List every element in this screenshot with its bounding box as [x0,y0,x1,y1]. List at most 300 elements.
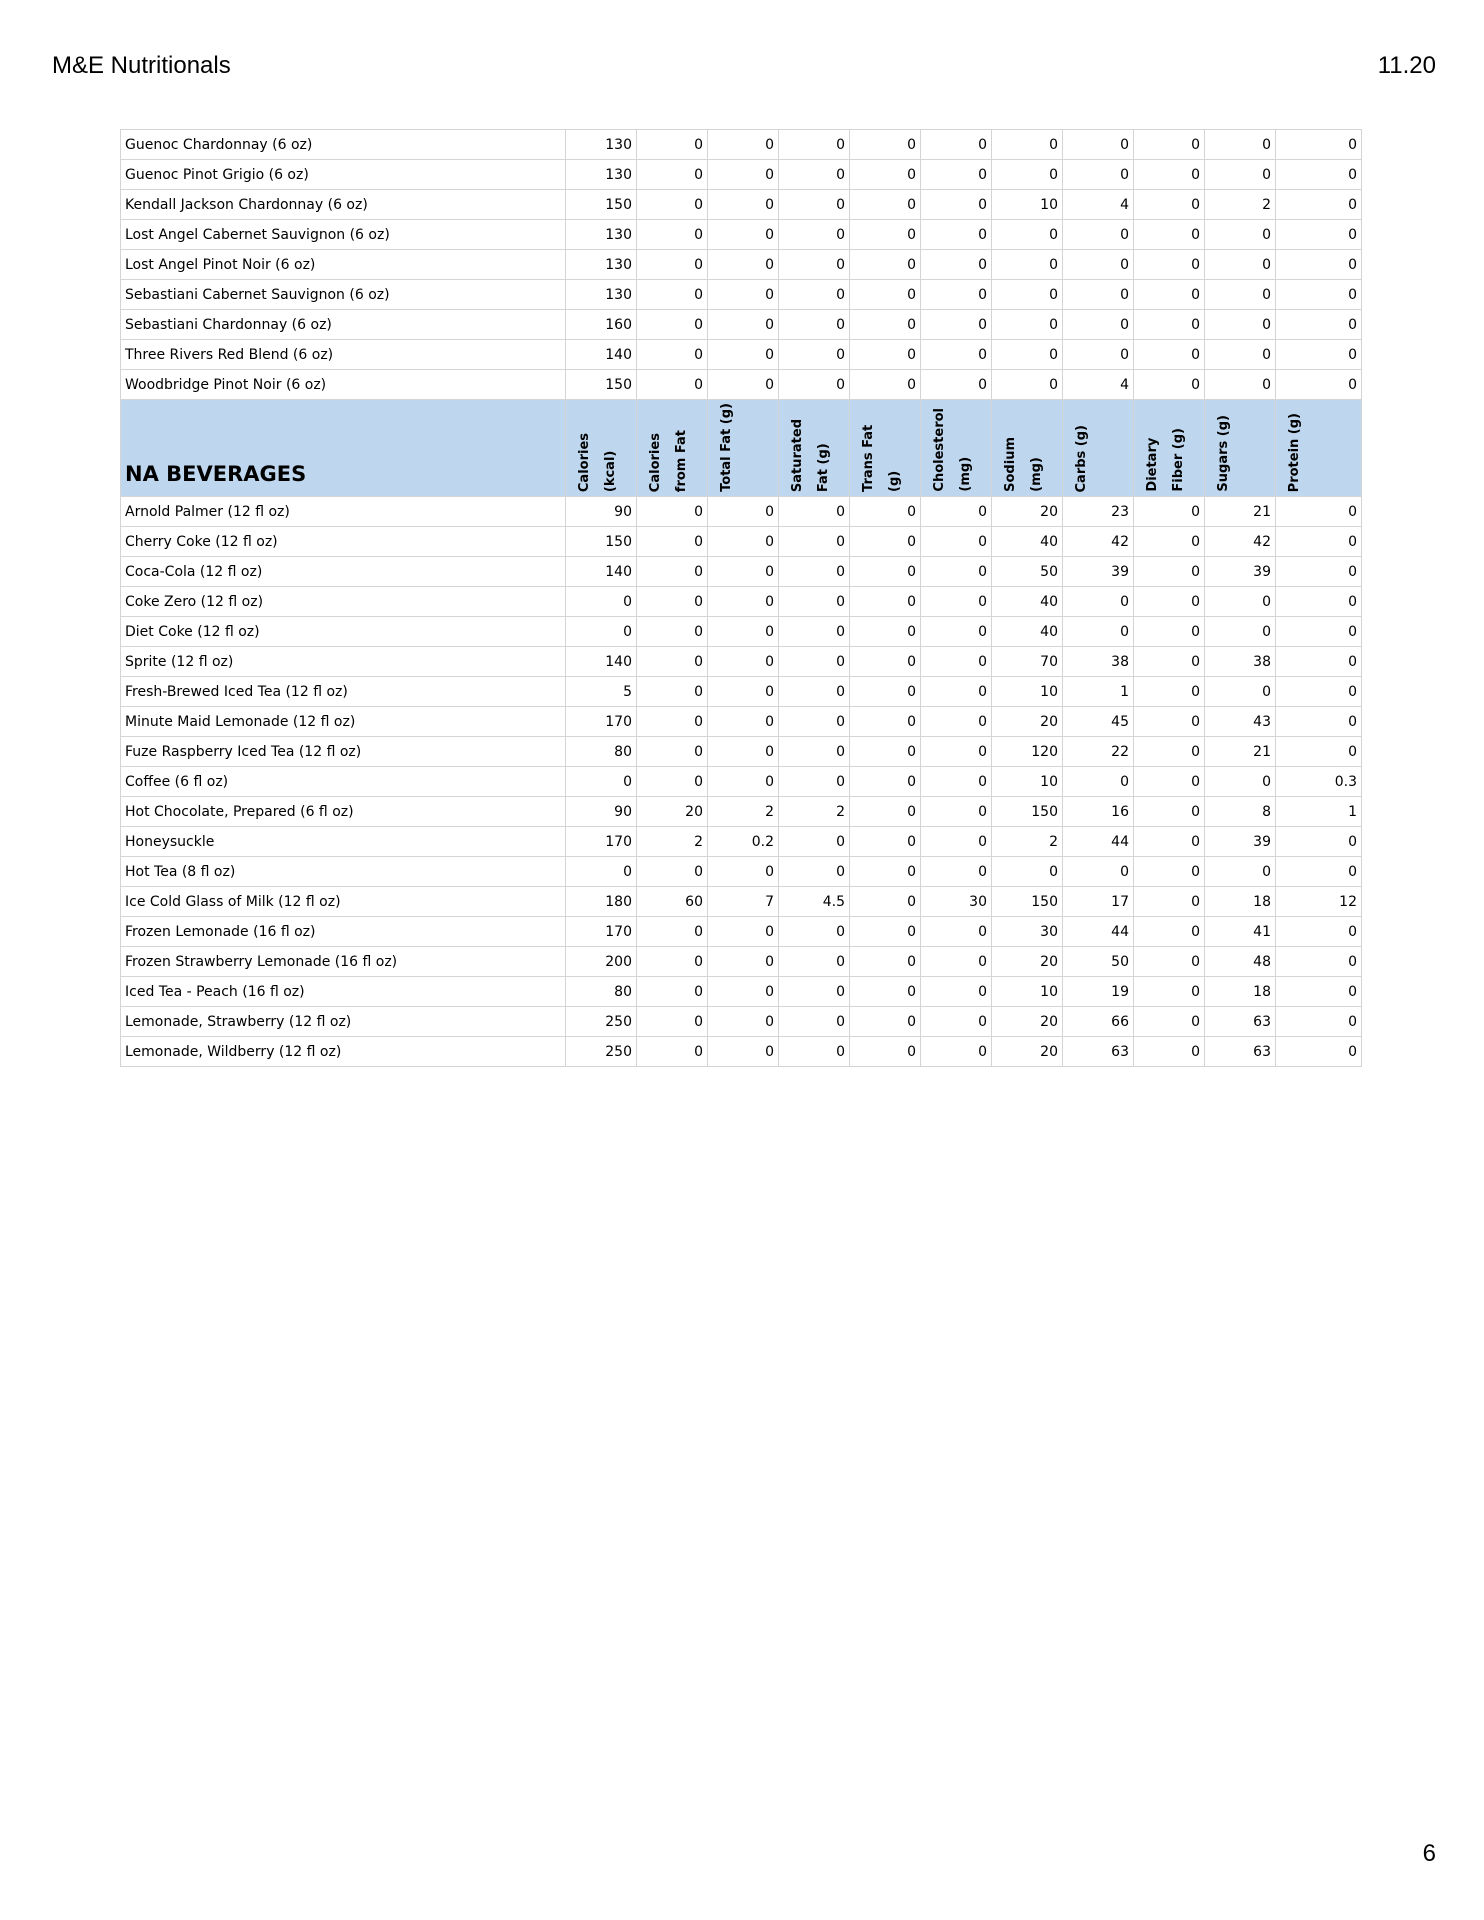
value-cell: 0 [1063,587,1134,617]
column-header-line: Dietary [1145,438,1160,492]
value-cell: 0 [637,557,708,587]
value-cell: 39 [1205,827,1276,857]
column-header-line: Protein (g) [1287,412,1302,492]
value-cell: 0 [921,857,992,887]
value-cell: 45 [1063,707,1134,737]
value-cell: 4.5 [779,887,850,917]
item-name-cell: Arnold Palmer (12 fl oz) [121,497,566,527]
value-cell: 0 [850,647,921,677]
value-cell: 0 [921,250,992,280]
value-cell: 0 [566,617,637,647]
value-cell: 0 [1276,917,1362,947]
value-cell: 0 [637,527,708,557]
value-cell: 0 [779,1037,850,1067]
value-cell: 0 [637,707,708,737]
value-cell: 0 [779,617,850,647]
value-cell: 150 [566,370,637,400]
value-cell: 20 [992,1037,1063,1067]
value-cell: 10 [992,677,1063,707]
value-cell: 170 [566,917,637,947]
value-cell: 0 [637,160,708,190]
value-cell: 63 [1205,1007,1276,1037]
value-cell: 0 [1276,220,1362,250]
value-cell: 90 [566,797,637,827]
value-cell: 0 [1276,617,1362,647]
value-cell: 0 [921,557,992,587]
table-row [121,557,1362,587]
value-cell: 0 [992,160,1063,190]
table-row [121,497,1362,527]
column-header-line: Fiber (g) [1171,428,1186,492]
value-cell: 2 [708,797,779,827]
column-header-line: Sodium [1003,437,1018,492]
table-row [121,220,1362,250]
value-cell: 130 [566,160,637,190]
value-cell: 0 [850,190,921,220]
table-row [121,887,1362,917]
column-header-line: (mg) [958,457,973,492]
value-cell: 0 [992,250,1063,280]
value-cell: 0 [921,677,992,707]
value-cell: 0 [850,250,921,280]
value-cell: 0 [850,340,921,370]
value-cell: 0 [1134,1007,1205,1037]
value-cell: 0 [637,947,708,977]
column-header-line: Trans Fat (g) [861,424,902,492]
value-cell: 0 [708,737,779,767]
value-cell: 0 [1205,617,1276,647]
value-cell: 0 [779,527,850,557]
table-row [121,707,1362,737]
item-name-cell: Diet Coke (12 fl oz) [121,617,566,647]
value-cell: 130 [566,280,637,310]
table-row [121,370,1362,400]
value-cell: 150 [566,527,637,557]
value-cell: 0 [1134,280,1205,310]
column-header-line: Cholesterol [932,408,947,492]
value-cell: 4 [1063,370,1134,400]
value-cell: 0.2 [708,827,779,857]
value-cell: 0 [708,250,779,280]
item-name-cell: Hot Tea (8 fl oz) [121,857,566,887]
value-cell: 43 [1205,707,1276,737]
value-cell: 0 [779,917,850,947]
value-cell: 0 [1276,497,1362,527]
item-name-cell: Kendall Jackson Chardonnay (6 oz) [121,190,566,220]
value-cell: 0 [921,340,992,370]
column-header-label [1282,413,1308,492]
value-cell: 0 [708,917,779,947]
item-name-cell: Iced Tea - Peach (16 fl oz) [121,977,566,1007]
na-beverages-section [121,400,1362,497]
value-cell: 12 [1276,887,1362,917]
value-cell: 170 [566,707,637,737]
value-cell: 7 [708,887,779,917]
value-cell: 0 [921,190,992,220]
value-cell: 0 [1063,617,1134,647]
table-row [121,310,1362,340]
value-cell: 60 [637,887,708,917]
value-cell: 150 [992,797,1063,827]
value-cell: 0 [921,280,992,310]
value-cell: 0 [708,527,779,557]
value-cell: 0 [779,310,850,340]
column-header-line: Total Fat (g) [719,403,734,492]
value-cell: 0 [850,617,921,647]
value-cell: 0 [850,280,921,310]
value-cell: 0 [779,587,850,617]
value-cell: 0 [1276,1007,1362,1037]
value-cell: 250 [566,1037,637,1067]
table-row [121,767,1362,797]
value-cell: 0 [1276,677,1362,707]
value-cell: 0 [992,370,1063,400]
value-cell: 0 [1134,1037,1205,1067]
item-name-cell: Fresh-Brewed Iced Tea (12 fl oz) [121,677,566,707]
value-cell: 0 [1063,160,1134,190]
value-cell: 0 [850,557,921,587]
column-header-label [785,419,837,492]
value-cell: 0 [1205,370,1276,400]
table-row [121,857,1362,887]
value-cell: 0 [637,250,708,280]
value-cell: 0 [708,677,779,707]
value-cell: 0 [779,370,850,400]
column-header [1134,400,1205,497]
value-cell: 150 [992,887,1063,917]
value-cell: 0 [566,767,637,797]
value-cell: 0 [850,947,921,977]
value-cell: 0 [1276,557,1362,587]
value-cell: 0 [1063,250,1134,280]
value-cell: 0 [637,370,708,400]
value-cell: 0 [1134,857,1205,887]
value-cell: 0 [992,220,1063,250]
value-cell: 0 [708,497,779,527]
table-row [121,1037,1362,1067]
value-cell: 0 [1134,767,1205,797]
value-cell: 80 [566,977,637,1007]
page-number: 6 [1422,1840,1436,1867]
value-cell: 0 [850,1007,921,1037]
value-cell: 0 [779,497,850,527]
value-cell: 0 [850,497,921,527]
value-cell: 0 [850,857,921,887]
value-cell: 40 [992,617,1063,647]
item-name-cell: Three Rivers Red Blend (6 oz) [121,340,566,370]
value-cell: 0 [1276,340,1362,370]
item-name-cell: Minute Maid Lemonade (12 fl oz) [121,707,566,737]
value-cell: 0 [1134,617,1205,647]
value-cell: 1 [1063,677,1134,707]
column-header [708,400,779,497]
value-cell: 0 [850,310,921,340]
value-cell: 0 [637,767,708,797]
value-cell: 38 [1063,647,1134,677]
column-header [566,400,637,497]
column-header-label [714,403,740,492]
value-cell: 150 [566,190,637,220]
value-cell: 0 [921,370,992,400]
value-cell: 23 [1063,497,1134,527]
value-cell: 0.3 [1276,767,1362,797]
table-row [121,677,1362,707]
column-header-label [1211,415,1237,492]
value-cell: 0 [566,587,637,617]
item-name-cell: Hot Chocolate, Prepared (6 fl oz) [121,797,566,827]
value-cell: 0 [1134,647,1205,677]
value-cell: 42 [1205,527,1276,557]
value-cell: 0 [1276,1037,1362,1067]
value-cell: 0 [1134,707,1205,737]
value-cell: 0 [1134,250,1205,280]
column-header-label [998,437,1050,492]
value-cell: 0 [1134,370,1205,400]
value-cell: 0 [637,677,708,707]
value-cell: 0 [708,340,779,370]
value-cell: 0 [921,797,992,827]
value-cell: 0 [637,617,708,647]
value-cell: 2 [779,797,850,827]
value-cell: 0 [1134,557,1205,587]
value-cell: 0 [921,160,992,190]
na-beverage-rows [121,497,1362,1067]
value-cell: 0 [992,280,1063,310]
column-header-label [572,433,624,492]
value-cell: 160 [566,310,637,340]
value-cell: 0 [1134,677,1205,707]
value-cell: 0 [708,767,779,797]
item-name-cell: Frozen Strawberry Lemonade (16 fl oz) [121,947,566,977]
value-cell: 0 [1276,370,1362,400]
value-cell: 0 [1276,647,1362,677]
value-cell: 140 [566,340,637,370]
wine-rows [121,130,1362,400]
value-cell: 2 [1205,190,1276,220]
value-cell: 0 [850,527,921,557]
table-row [121,647,1362,677]
value-cell: 0 [1205,130,1276,160]
value-cell: 0 [708,707,779,737]
column-header [850,400,921,497]
table-row [121,280,1362,310]
value-cell: 0 [779,557,850,587]
column-header-line: (mg) [1029,457,1044,492]
value-cell: 10 [992,977,1063,1007]
value-cell: 0 [708,280,779,310]
value-cell: 0 [1134,160,1205,190]
value-cell: 10 [992,767,1063,797]
column-header-label [1069,425,1095,492]
value-cell: 41 [1205,917,1276,947]
value-cell: 0 [779,220,850,250]
value-cell: 4 [1063,190,1134,220]
column-header-line: from Fat [674,429,689,492]
value-cell: 0 [637,497,708,527]
value-cell: 0 [1063,220,1134,250]
column-header-line: Calories [648,432,663,492]
value-cell: 0 [921,827,992,857]
value-cell: 0 [1134,947,1205,977]
value-cell: 63 [1063,1037,1134,1067]
value-cell: 0 [1276,977,1362,1007]
value-cell: 0 [921,647,992,677]
value-cell: 0 [1134,497,1205,527]
value-cell: 0 [708,310,779,340]
value-cell: 18 [1205,977,1276,1007]
value-cell: 0 [708,947,779,977]
item-name-cell: Lemonade, Wildberry (12 fl oz) [121,1037,566,1067]
value-cell: 0 [1276,587,1362,617]
value-cell: 0 [1134,887,1205,917]
value-cell: 0 [779,857,850,887]
value-cell: 0 [921,737,992,767]
value-cell: 38 [1205,647,1276,677]
value-cell: 50 [1063,947,1134,977]
value-cell: 0 [850,827,921,857]
value-cell: 0 [921,917,992,947]
value-cell: 0 [921,497,992,527]
value-cell: 0 [921,617,992,647]
value-cell: 48 [1205,947,1276,977]
value-cell: 0 [992,857,1063,887]
column-header-line: Calories [577,432,592,492]
value-cell: 0 [1205,677,1276,707]
table-row [121,340,1362,370]
value-cell: 0 [566,857,637,887]
value-cell: 0 [1134,220,1205,250]
value-cell: 30 [921,887,992,917]
value-cell: 0 [921,527,992,557]
value-cell: 16 [1063,797,1134,827]
value-cell: 0 [708,857,779,887]
value-cell: 0 [708,130,779,160]
value-cell: 0 [850,1037,921,1067]
value-cell: 0 [921,1037,992,1067]
document-date: 11.20 [1377,52,1436,79]
value-cell: 0 [779,250,850,280]
value-cell: 0 [1134,917,1205,947]
value-cell: 0 [779,947,850,977]
item-name-cell: Sebastiani Chardonnay (6 oz) [121,310,566,340]
value-cell: 0 [1276,737,1362,767]
value-cell: 17 [1063,887,1134,917]
value-cell: 0 [850,160,921,190]
value-cell: 0 [850,587,921,617]
value-cell: 0 [1276,857,1362,887]
value-cell: 20 [637,797,708,827]
value-cell: 0 [637,737,708,767]
value-cell: 0 [637,1007,708,1037]
value-cell: 10 [992,190,1063,220]
value-cell: 0 [708,617,779,647]
value-cell: 0 [850,797,921,827]
value-cell: 30 [992,917,1063,947]
value-cell: 0 [779,1007,850,1037]
item-name-cell: Ice Cold Glass of Milk (12 fl oz) [121,887,566,917]
item-name-cell: Cherry Coke (12 fl oz) [121,527,566,557]
value-cell: 0 [992,130,1063,160]
column-header [637,400,708,497]
table-row [121,1007,1362,1037]
value-cell: 0 [1205,160,1276,190]
section-header-row [121,400,1362,497]
value-cell: 0 [850,977,921,1007]
column-header-line: Carbs (g) [1074,424,1089,492]
value-cell: 0 [637,977,708,1007]
value-cell: 0 [637,647,708,677]
column-header-line: Sugars (g) [1216,415,1231,492]
value-cell: 0 [779,977,850,1007]
value-cell: 20 [992,707,1063,737]
value-cell: 44 [1063,827,1134,857]
item-name-cell: Guenoc Pinot Grigio (6 oz) [121,160,566,190]
value-cell: 1 [1276,797,1362,827]
value-cell: 50 [992,557,1063,587]
value-cell: 2 [637,827,708,857]
item-name-cell: Lost Angel Pinot Noir (6 oz) [121,250,566,280]
value-cell: 5 [566,677,637,707]
value-cell: 0 [921,220,992,250]
value-cell: 20 [992,947,1063,977]
item-name-cell: Sprite (12 fl oz) [121,647,566,677]
value-cell: 140 [566,557,637,587]
value-cell: 0 [921,130,992,160]
value-cell: 0 [850,370,921,400]
value-cell: 0 [1205,280,1276,310]
column-header-line: Fat (g) [816,443,831,492]
value-cell: 18 [1205,887,1276,917]
value-cell: 66 [1063,1007,1134,1037]
item-name-cell: Lemonade, Strawberry (12 fl oz) [121,1007,566,1037]
value-cell: 0 [779,130,850,160]
value-cell: 42 [1063,527,1134,557]
table-row [121,737,1362,767]
value-cell: 0 [637,280,708,310]
column-header [779,400,850,497]
value-cell: 0 [1205,857,1276,887]
value-cell: 0 [1276,310,1362,340]
value-cell: 0 [1134,190,1205,220]
value-cell: 180 [566,887,637,917]
value-cell: 0 [1134,977,1205,1007]
table-row [121,947,1362,977]
value-cell: 130 [566,220,637,250]
table-row [121,917,1362,947]
value-cell: 0 [637,917,708,947]
value-cell: 170 [566,827,637,857]
table-row [121,797,1362,827]
document-title: M&E Nutritionals [52,52,231,79]
value-cell: 40 [992,527,1063,557]
value-cell: 19 [1063,977,1134,1007]
value-cell: 39 [1063,557,1134,587]
value-cell: 0 [1134,310,1205,340]
value-cell: 80 [566,737,637,767]
value-cell: 0 [1134,130,1205,160]
column-header [921,400,992,497]
table-row [121,617,1362,647]
value-cell: 0 [779,160,850,190]
value-cell: 0 [1276,947,1362,977]
table-row [121,250,1362,280]
value-cell: 0 [708,160,779,190]
value-cell: 130 [566,130,637,160]
value-cell: 0 [921,977,992,1007]
column-header-label [927,408,979,492]
value-cell: 0 [1063,310,1134,340]
value-cell: 0 [850,917,921,947]
